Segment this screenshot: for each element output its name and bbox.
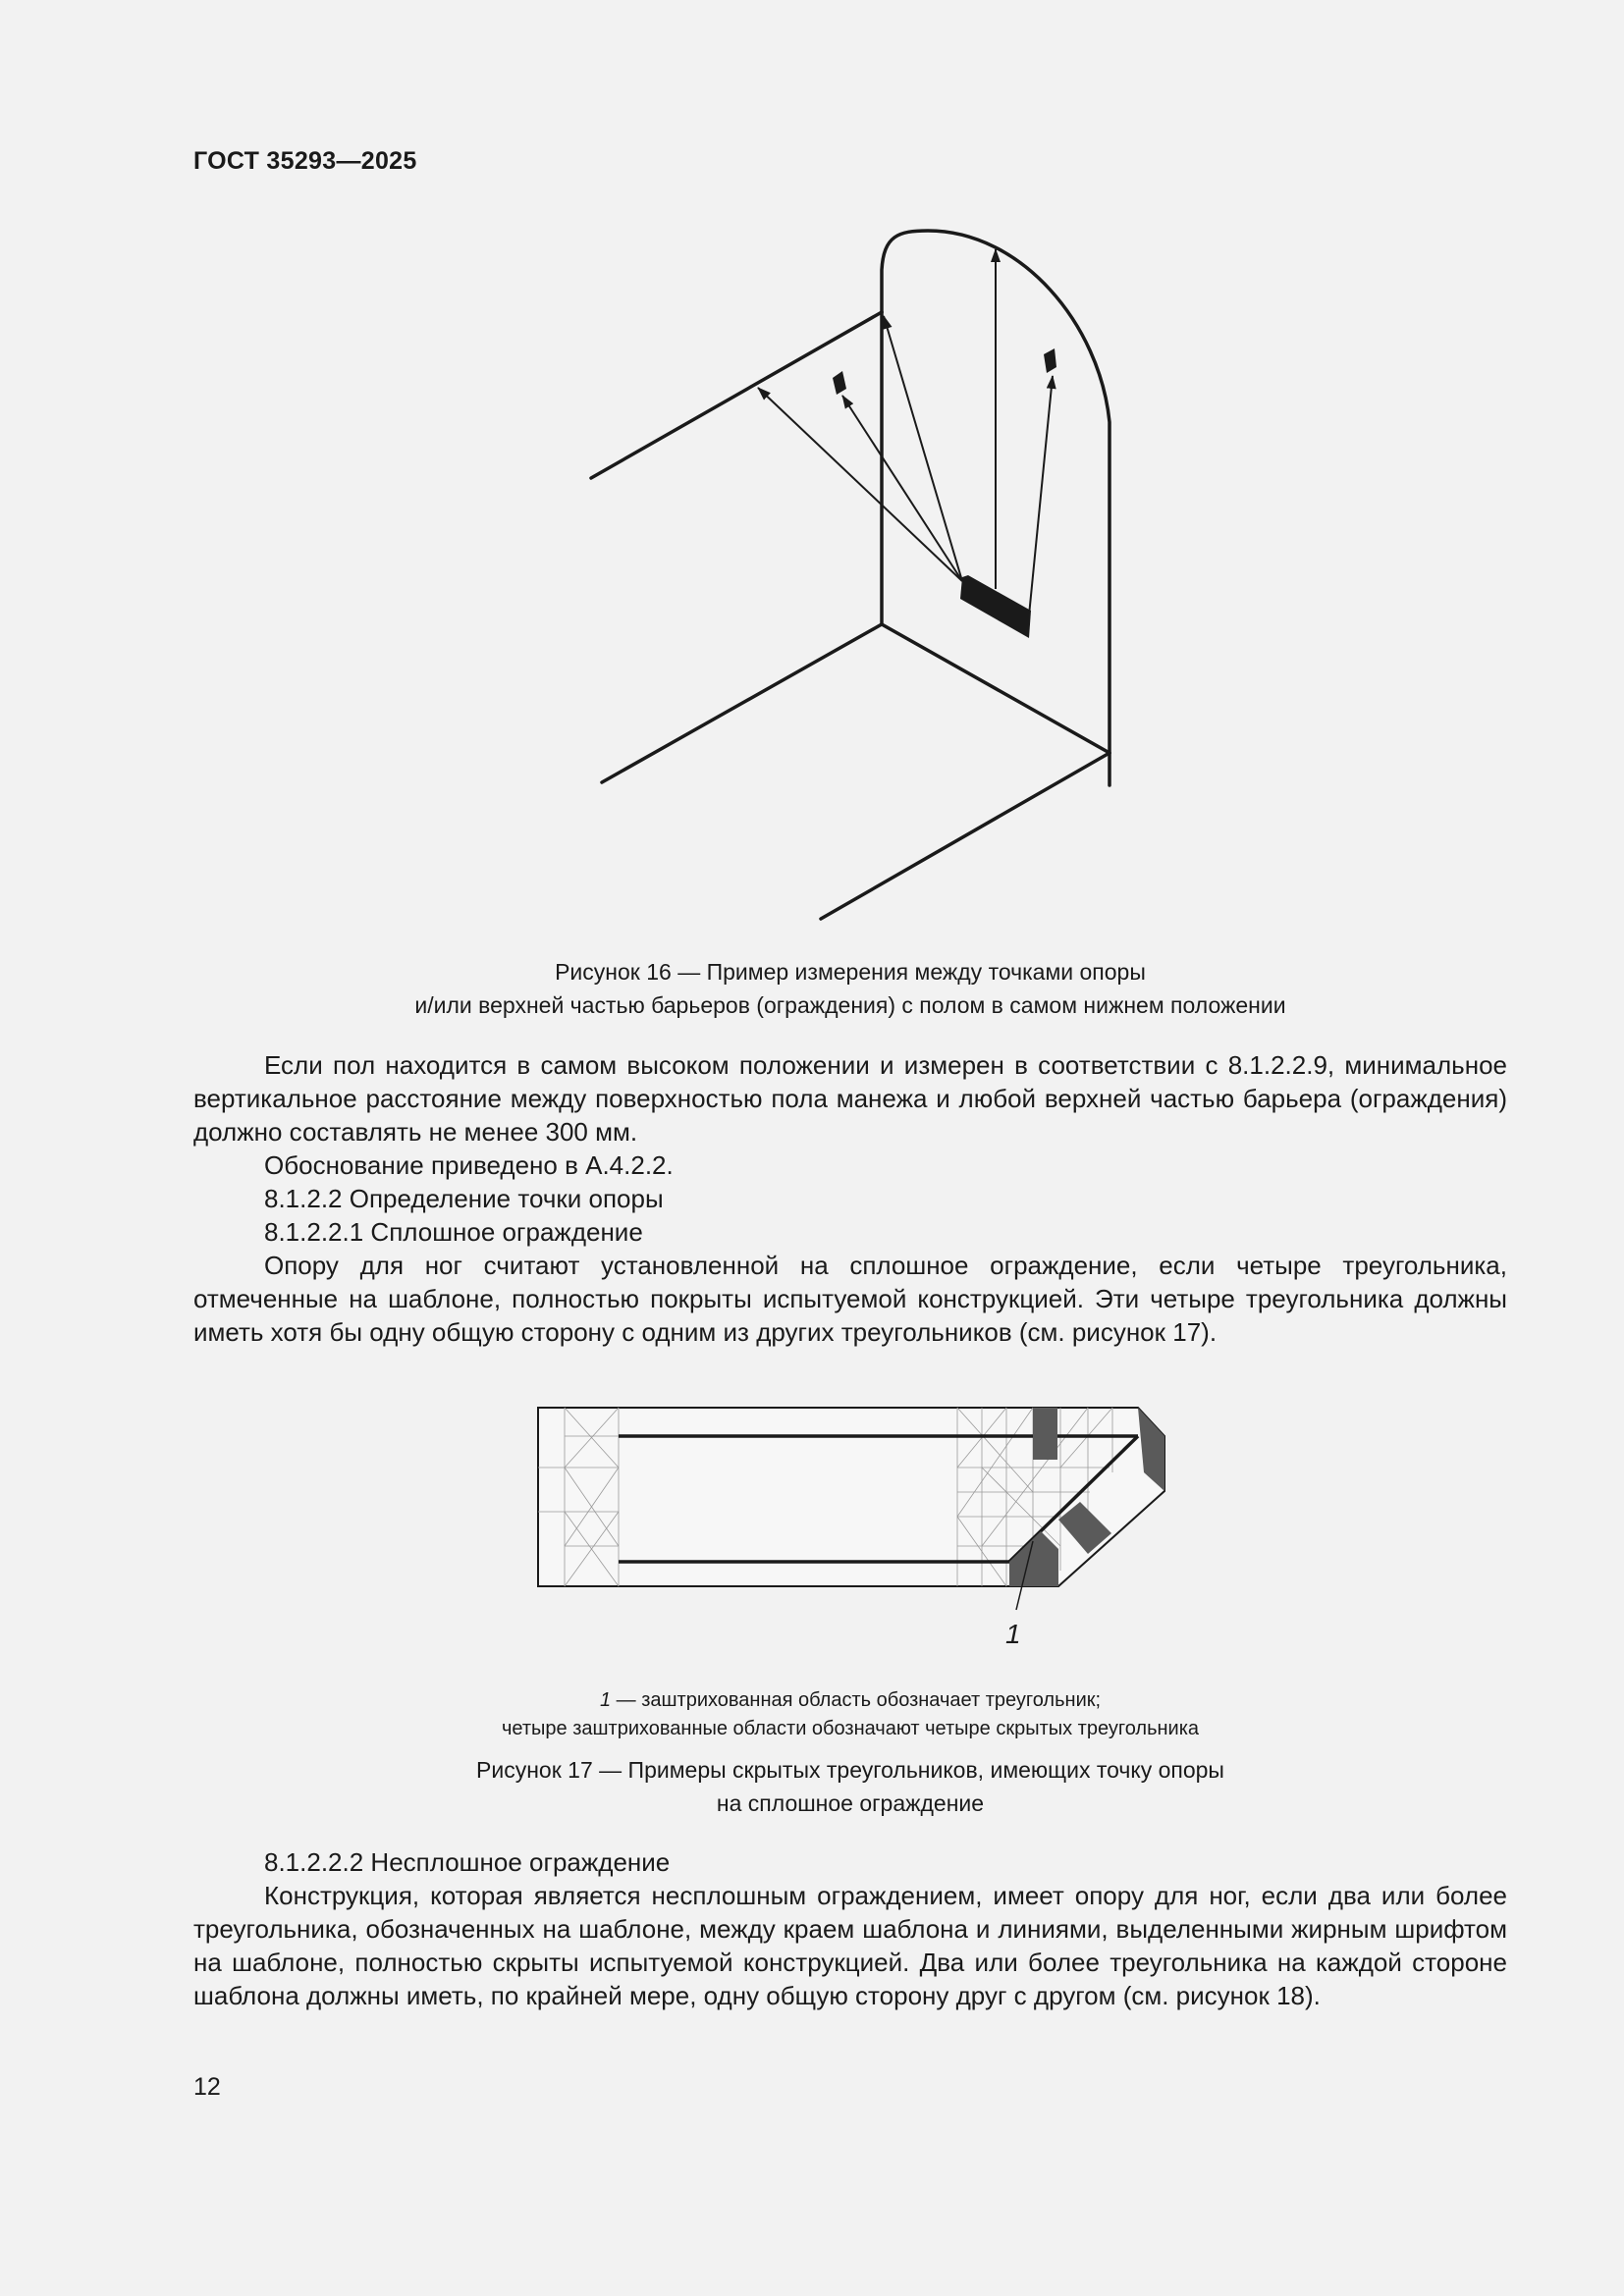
left-wall-top-edge bbox=[591, 312, 882, 478]
page-number: 12 bbox=[193, 2073, 221, 2101]
heading-8-1-2-2-1: 8.1.2.2.1 Сплошное ограждение bbox=[264, 1217, 643, 1247]
callout-1-label: 1 bbox=[1005, 1619, 1021, 1649]
legend-item-number: 1 bbox=[599, 1689, 612, 1711]
figure-17-caption-line1: Рисунок 17 — Примеры скрытых треугольников, имеющих точку опоры bbox=[476, 1757, 1224, 1783]
figure-17-caption-line2: на сплошное ограждение bbox=[716, 1790, 985, 1816]
support-pad-left bbox=[833, 371, 846, 395]
paragraph-min-distance: Если пол находится в самом высоком положении и измерен в соответствии с 8.1.2.2.9, минимальное вертикальное расстояние между поверхностью пола манежа и любой верхней частью барьера (ограждения) должно составлять не менее 300 мм. bbox=[193, 1050, 1507, 1147]
heading-8-1-2-2: 8.1.2.2 Определение точки опоры bbox=[264, 1184, 664, 1213]
section-8-1-2-2 bbox=[193, 1048, 1507, 1349]
paragraph-solid-barrier: Опору для ног считают установленной на сплошное ограждение, если четыре треугольника, отмеченные на шаблоне, полностью покрыты испытуемой конструкцией. Эти четыре треугольника должны иметь хотя бы одну общую сторону с одним из других треугольников (см. рисунок 17). bbox=[193, 1251, 1507, 1347]
floor-front-edge bbox=[821, 753, 1110, 919]
figure-16-drawing bbox=[569, 216, 1159, 933]
arrow-to-post-top bbox=[884, 316, 962, 581]
figure-17-legend-line1 bbox=[193, 1686, 1507, 1715]
hidden-triangle-top bbox=[1033, 1408, 1057, 1460]
figure-17-drawing bbox=[530, 1399, 1218, 1654]
paragraph-justification: Обоснование приведено в А.4.2.2. bbox=[264, 1150, 674, 1180]
section-8-1-2-2-2 bbox=[193, 1845, 1507, 2012]
floor-left-edge bbox=[602, 624, 882, 782]
figure-17-legend-line2: четыре заштрихованные области обозначают четыре скрытых треугольника bbox=[501, 1718, 1200, 1739]
document-header: ГОСТ 35293—2025 bbox=[193, 147, 417, 175]
support-pad-right bbox=[1044, 348, 1056, 373]
floor-mid-edge bbox=[882, 624, 1110, 753]
paragraph-non-solid-barrier: Конструкция, которая является несплошным ограждением, имеет опору для ног, если два или более треугольника, обозначенных на шаблоне, между краем шаблона и линиями, выделенными жирным шрифтом на шаблоне, полностью скрыты испытуемой конструкцией. Два или более треугольника на каждой стороне шаблона должны иметь, по крайней мере, одну общую сторону друг с другом (см. рисунок 18). bbox=[193, 1881, 1507, 2010]
arrow-to-left-pad bbox=[842, 396, 962, 581]
arrow-to-right-pad bbox=[1029, 376, 1053, 615]
figure-16-caption-line1: Рисунок 16 — Пример измерения между точками опоры bbox=[555, 959, 1146, 985]
arrow-to-wall-edge bbox=[758, 388, 962, 581]
heading-8-1-2-2-2: 8.1.2.2.2 Несплошное ограждение bbox=[264, 1847, 671, 1877]
legend-item-text: — заштрихованная область обозначает треугольник; bbox=[611, 1689, 1102, 1711]
figure-16-caption-line2: и/или верхней частью барьеров (ограждения) с полом в самом нижнем положении bbox=[414, 992, 1286, 1018]
